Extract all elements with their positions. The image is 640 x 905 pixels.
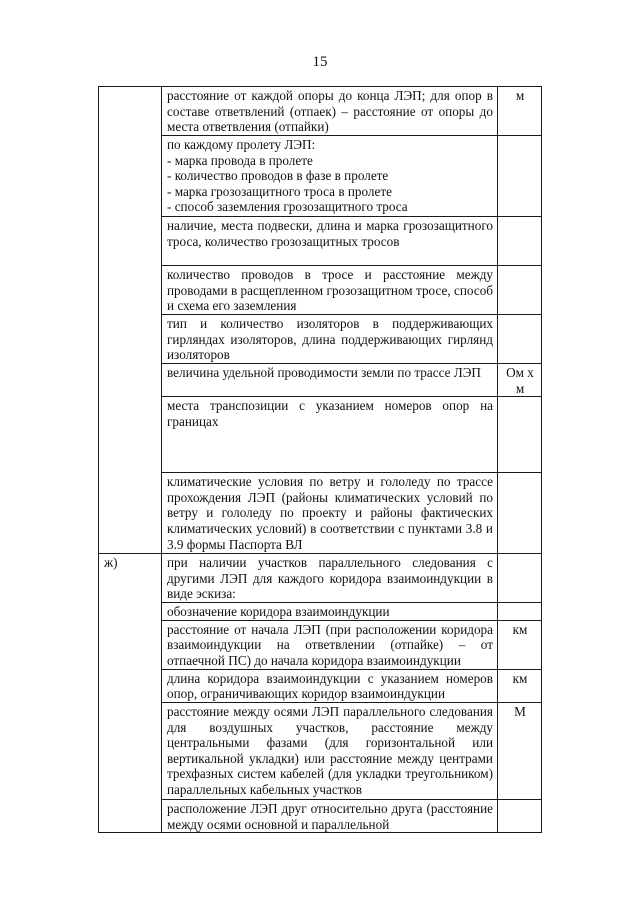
- row-description-list: [162, 136, 498, 217]
- row-unit: м: [498, 87, 542, 136]
- row-marker: ж): [99, 554, 162, 833]
- row-unit: [498, 266, 542, 315]
- row-description: тип и количество изоляторов в поддерживающих гирляндах изоляторов, длина поддерживающих гирлянд изоляторов: [162, 315, 498, 364]
- row-marker: [99, 87, 162, 554]
- row-description: расстояние от начала ЛЭП (при расположении коридора взаимоиндукции на ответвлении (отпайке) – от отпаечной ПС) до начала коридора взаимоиндукции: [162, 620, 498, 669]
- table-row: [99, 620, 542, 669]
- row-description: расстояние между осями ЛЭП параллельного следования для воздушных участков, расстояние между центральными фазами (для горизонтальной или вертикальной укладки) или расстояние между центрами трехфазных систем кабелей (для укладки треугольником) параллельных кабельных участков: [162, 702, 498, 799]
- table-row: [99, 217, 542, 266]
- row-description: при наличии участков параллельного следования с другими ЛЭП для каждого коридора взаимоиндукции в виде эскиза:: [162, 554, 498, 603]
- row-description: наличие, места подвески, длина и марка грозозащитного троса, количество грозозащитных тросов: [162, 217, 498, 266]
- list-line: - количество проводов в фазе в пролете: [167, 168, 389, 184]
- table-row: [99, 315, 542, 364]
- row-description: места транспозиции с указанием номеров опор на границах: [162, 397, 498, 473]
- table-row: [99, 473, 542, 554]
- row-unit: [498, 603, 542, 621]
- row-unit: [498, 315, 542, 364]
- table-row: [99, 702, 542, 799]
- row-description: расположение ЛЭП друг относительно друга (расстояние между осями основной и параллельной: [162, 799, 498, 832]
- parameters-table: [98, 86, 542, 833]
- row-unit: [498, 397, 542, 473]
- row-unit: [498, 473, 542, 554]
- row-unit: [498, 136, 542, 217]
- row-unit: [498, 554, 542, 603]
- table-row: [99, 554, 542, 603]
- list-line: - марка грозозащитного троса в пролете: [167, 183, 392, 199]
- row-unit: км: [498, 620, 542, 669]
- table-row: [99, 799, 542, 832]
- table-row: [99, 136, 542, 217]
- row-unit: М: [498, 702, 542, 799]
- table-row: [99, 364, 542, 397]
- table-row: [99, 87, 542, 136]
- row-description: климатические условия по ветру и гололеду по трассе прохождения ЛЭП (районы климатических условий по ветру и гололеду по проекту и районы фактических климатических условий) в соответствии с пунктами 3.8 и 3.9 формы Паспорта ВЛ: [162, 473, 498, 554]
- table-row: [99, 266, 542, 315]
- row-description: расстояние от каждой опоры до конца ЛЭП; для опор в составе ответвлений (отпаек) – расстояние от опоры до места ответвления (отпайки): [162, 87, 498, 136]
- row-description: длина коридора взаимоиндукции с указанием номеров опор, ограничивающих коридор взаимоиндукции: [162, 669, 498, 702]
- table-row: [99, 397, 542, 473]
- row-description: количество проводов в тросе и расстояние между проводами в расщепленном грозозащитном тросе, способ и схема его заземления: [162, 266, 498, 315]
- list-line: по каждому пролету ЛЭП:: [167, 137, 316, 152]
- table-row: [99, 603, 542, 621]
- list-line: - способ заземления грозозащитного троса: [167, 199, 408, 215]
- page-number: 15: [312, 54, 328, 70]
- list-line: - марка провода в пролете: [167, 152, 313, 168]
- table-row: [99, 669, 542, 702]
- row-unit: [498, 217, 542, 266]
- row-description: величина удельной проводимости земли по трассе ЛЭП: [162, 364, 498, 397]
- row-unit: [498, 799, 542, 832]
- row-unit: Ом х м: [498, 364, 542, 397]
- row-unit: км: [498, 669, 542, 702]
- row-description: обозначение коридора взаимоиндукции: [162, 603, 498, 621]
